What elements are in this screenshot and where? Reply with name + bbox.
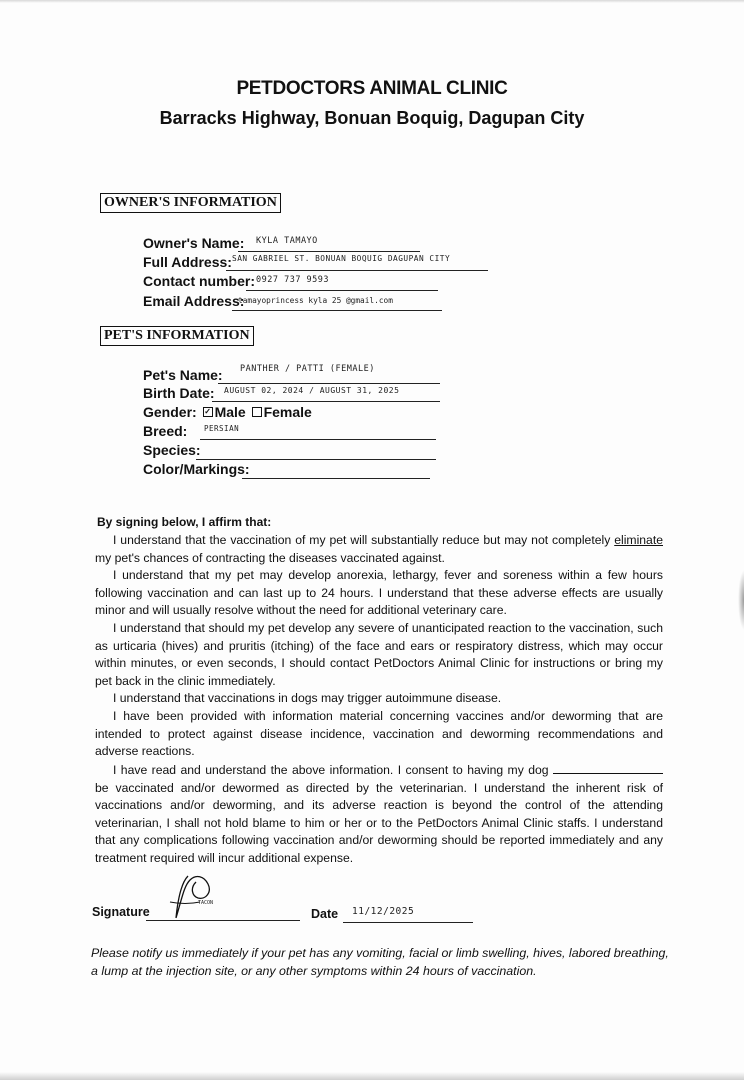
dog-name-blank[interactable]	[553, 762, 663, 774]
email-line	[232, 310, 442, 311]
female-checkbox[interactable]	[252, 407, 262, 417]
email-label: Email Address:	[143, 293, 245, 309]
breed-value: PERSIAN	[204, 424, 240, 433]
affirmation-paragraph-3: I understand that should my pet develop any severe of unanticipated reaction to the vaccination, such as urticaria (hives) and pruritis (itching) of the face and ears or respiratory distress, which may occur within minutes, or even seconds, I should contact PetDoctors Animal Clinic for instructions or bring my pet back in the clinic immediately.	[95, 621, 663, 688]
affirmation-title: By signing below, I affirm that:	[97, 515, 272, 529]
date-label: Date	[311, 907, 339, 921]
birth-date-label: Birth Date:	[143, 385, 215, 401]
gender-row	[143, 404, 312, 420]
full-address-value: SAN GABRIEL ST. BONUAN BOQUIG DAGUPAN CITY	[232, 254, 451, 263]
gender-label: Gender:	[143, 404, 197, 420]
breed-label: Breed:	[143, 423, 188, 439]
affirmation-paragraph-4: I understand that vaccinations in dogs may trigger autoimmune disease.	[113, 691, 502, 705]
birth-date-line	[212, 401, 440, 402]
owner-section-title: OWNER'S INFORMATION	[100, 193, 281, 213]
signature-label: Signature	[92, 905, 150, 919]
species-line	[196, 459, 436, 460]
scan-shadow	[738, 570, 744, 630]
color-markings-line	[242, 478, 430, 479]
contact-number-label: Contact number:	[143, 273, 255, 289]
owner-name-value: KYLA TAMAYO	[256, 236, 318, 246]
vaccination-notice: Please notify us immediately if your pet has any vomiting, facial or limb swelling, hives, labored breathing, a lump at the injection site, or any other symptoms within 24 hours of vaccination.	[91, 946, 669, 978]
p1-text-a: I understand that the vaccination of my pet will substantially reduce but may not completely	[113, 533, 615, 547]
date-value: 11/12/2025	[352, 906, 415, 917]
affirmation-paragraph-2: I understand that my pet may develop anorexia, lethargy, fever and soreness within a few hours following vaccination and can last up to 24 hours. I understand that these adverse effects are usually minor and will usually resolve without the need for additional veterinary care.	[95, 568, 663, 618]
scan-edge-bottom	[0, 1072, 744, 1080]
p1-underlined: eliminate	[614, 533, 663, 547]
clinic-address: Barracks Highway, Bonuan Boquig, Dagupan City	[159, 108, 585, 128]
signature-mark-text: TACON	[198, 900, 214, 906]
full-address-line	[226, 270, 488, 271]
p6-text-b: be vaccinated and/or dewormed as directed by the veterinarian. I understand the inherent risk of vaccinations and/or deworming, and its adverse reaction is beyond the control of the attending veterinarian, I shall not hold blame to him or her or to the PetDoctors Animal Clinic staffs. I understand that any complications following vaccination and/or deworming should be reported immediately and any treatment required will incur additional expense.	[95, 780, 663, 865]
gender-female-label: Female	[263, 404, 312, 420]
pet-name-value: PANTHER / PATTI (FEMALE)	[240, 364, 375, 374]
gender-male-label: Male	[214, 404, 246, 420]
pet-name-line	[218, 383, 440, 384]
scan-edge-top	[0, 0, 744, 3]
owner-name-line	[238, 251, 420, 252]
pet-section-title: PET'S INFORMATION	[100, 326, 254, 346]
owner-name-label: Owner's Name:	[143, 235, 245, 251]
birth-date-value: AUGUST 02, 2024 / AUGUST 31, 2025	[224, 386, 400, 395]
affirmation-paragraph-1	[95, 532, 663, 567]
p6-text-a: I have read and understand the above information. I consent to having my dog	[113, 763, 549, 777]
pet-name-label: Pet's Name:	[143, 367, 223, 383]
breed-line	[200, 439, 436, 440]
email-value: tamayoprincess kyla 25 @gmail.com	[238, 296, 393, 305]
affirmation-paragraph-6	[95, 762, 663, 868]
contact-number-value: 0927 737 9593	[256, 275, 330, 285]
contact-number-line	[246, 290, 438, 291]
p1-text-b: my pet's chances of contracting the diseases vaccinated against.	[95, 550, 445, 565]
male-checkbox[interactable]: ✓	[204, 407, 211, 417]
date-line	[343, 922, 473, 923]
full-address-label: Full Address:	[143, 254, 232, 270]
signature-image	[160, 868, 230, 924]
affirmation-paragraph-5: I have been provided with information material concerning vaccines and/or deworming that are intended to protect against disease incidence, vaccination and deworming recommendations and adverse reactions.	[95, 709, 663, 759]
clinic-name: PETDOCTORS ANIMAL CLINIC	[236, 78, 508, 99]
species-label: Species:	[143, 442, 201, 458]
color-markings-label: Color/Markings:	[143, 461, 250, 477]
